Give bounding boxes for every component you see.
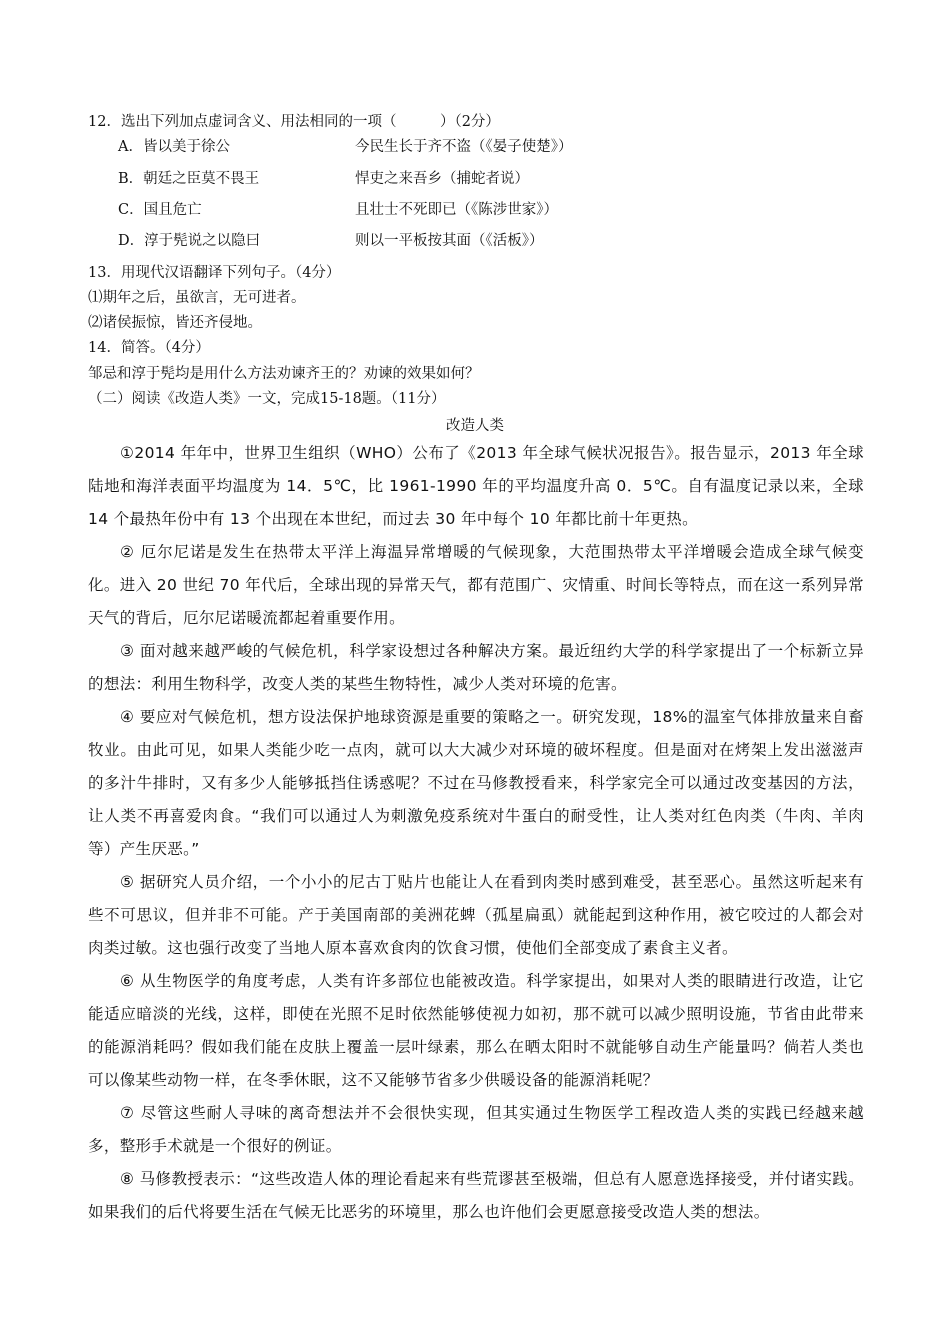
q12-option-c-pair: 且壮士不死即已（《陈涉世家》） — [355, 202, 558, 218]
question-12-stem: 12．选出下列加点虚词含义、用法相同的一项（ ）（2分） — [88, 114, 500, 130]
q12-option-a: A．皆以美于徐公 — [118, 139, 230, 155]
question-14-stem: 14．简答。（4分） — [88, 340, 210, 356]
section-2-heading: （二）阅读《改造人类》一文，完成15-18题。（11分） — [88, 391, 446, 407]
q12-option-d-pair: 则以一平板按其面（《活板》） — [355, 233, 544, 249]
q12-option-c: C．国且危亡 — [118, 202, 202, 218]
question-13-stem: 13．用现代汉语翻译下列句子。（4分） — [88, 265, 341, 281]
q12-option-b: B．朝廷之臣莫不畏王 — [118, 171, 260, 187]
q12-option-a-pair: 今民生长于齐不盗（《晏子使楚》） — [355, 139, 573, 155]
q12-option-d: D．淳于髡说之以隐曰 — [118, 233, 261, 249]
article-paragraph-1: ①2014 年年中，世界卫生组织（WHO）公布了《2013 年全球气候状况报告》。报告显示，2013 年全球陆地和海洋表面平均温度为 14．5℃，比 1961-1990 年的平均温度升高 0．5℃。自有温度记录以来，全球 14 个最热年份中有 13 个出现在本世纪，而过去 30 年中每个 10 年都比前十年更热。 — [88, 444, 864, 528]
article-paragraph-3: ③ 面对越来越严峻的气候危机，科学家设想过各种解决方案。最近纽约大学的科学家提出了一个标新立异的想法：利用生物科学，改变人类的某些生物特性，减少人类对环境的危害。 — [88, 642, 864, 693]
article-paragraph-7: ⑦ 尽管这些耐人寻味的离奇想法并不会很快实现，但其实通过生物医学工程改造人类的实践已经越来越多，整形手术就是一个很好的例证。 — [88, 1104, 864, 1155]
q12-option-b-pair: 悍吏之来吾乡（捕蛇者说） — [355, 171, 529, 187]
article-paragraph-2: ② 厄尔尼诺是发生在热带太平洋上海温异常增暖的气候现象，大范围热带太平洋增暖会造成全球气候变化。进入 20 世纪 70 年代后，全球出现的异常天气，都有范围广、灾情重、时间长等特点，而在这一系列异常天气的背后，厄尔尼诺暖流都起着重要作用。 — [88, 543, 864, 627]
article-paragraph-4: ④ 要应对气候危机，想方设法保护地球资源是重要的策略之一。研究发现，18%的温室气体排放量来自畜牧业。由此可见，如果人类能少吃一点肉，就可以大大减少对环境的破坏程度。但是面对在烤架上发出滋滋声的多汁牛排时，又有多少人能够抵挡住诱惑呢？不过在马修教授看来，科学家完全可以通过改变基因的方法，让人类不再喜爱肉食。“我们可以通过人为刺激免疫系统对牛蛋白的耐受性，让人类对红色肉类（牛肉、羊肉等）产生厌恶。” — [88, 708, 864, 858]
q14-question: 邹忌和淳于髡均是用什么方法劝谏齐王的？劝谏的效果如何？ — [88, 366, 480, 382]
q13-item-2: ⑵诸侯振惊，皆还齐侵地。 — [88, 315, 262, 331]
article-paragraph-6: ⑥ 从生物医学的角度考虑，人类有许多部位也能被改造。科学家提出，如果对人类的眼睛进行改造，让它能适应暗淡的光线，这样，即使在光照不足时依然能够使视力如初，那不就可以减少照明设施，节省由此带来的能源消耗吗？假如我们能在皮肤上覆盖一层叶绿素，那么在晒太阳时不就能够自动生产能量吗？倘若人类也可以像某些动物一样，在冬季休眠，这不又能够节省多少供暖设备的能源消耗呢？ — [88, 972, 864, 1089]
article-paragraph-5: ⑤ 据研究人员介绍，一个小小的尼古丁贴片也能让人在看到肉类时感到难受，甚至恶心。虽然这听起来有些不可思议，但并非不可能。产于美国南部的美洲花蜱（孤星扁虱）就能起到这种作用，被它咬过的人都会对肉类过敏。这也强行改变了当地人原本喜欢食肉的饮食习惯，使他们全部变成了素食主义者。 — [88, 873, 864, 957]
article-paragraph-8: ⑧ 马修教授表示：“这些改造人体的理论看起来有些荒谬甚至极端，但总有人愿意选择接受，并付诸实践。如果我们的后代将要生活在气候无比恶劣的环境里，那么也许他们会更愿意接受改造人类的想法。 — [88, 1170, 864, 1221]
q13-item-1: ⑴期年之后，虽欲言，无可进者。 — [88, 290, 306, 306]
article-title: 改造人类 — [446, 418, 504, 434]
